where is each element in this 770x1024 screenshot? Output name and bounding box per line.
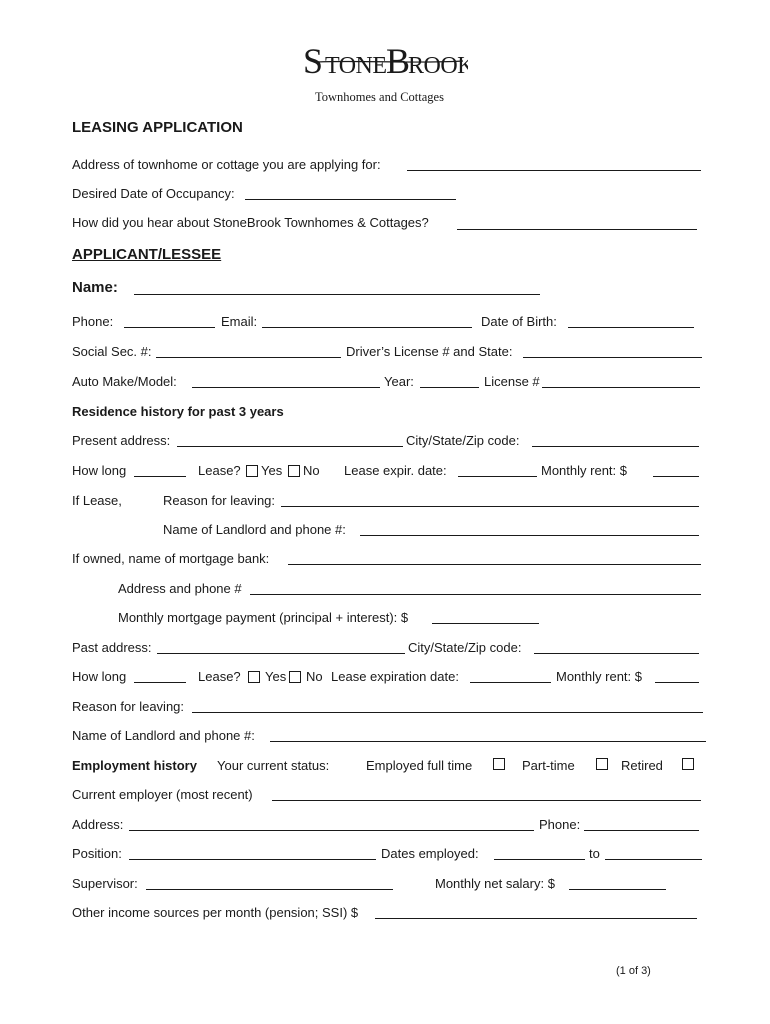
present-city-field[interactable] <box>532 446 699 447</box>
employer-address-field[interactable] <box>129 830 534 831</box>
past-how-long-label: How long <box>72 669 127 684</box>
svg-text:ROOK: ROOK <box>408 53 468 79</box>
landlord-field[interactable] <box>360 535 699 536</box>
dob-field[interactable] <box>568 327 694 328</box>
past-monthly-rent-field[interactable] <box>655 682 699 683</box>
lease-yes-checkbox[interactable] <box>246 465 258 477</box>
dates-to-field[interactable] <box>605 859 702 860</box>
monthly-salary-label: Monthly net salary: $ <box>435 876 555 891</box>
past-monthly-rent-label: Monthly rent: $ <box>556 669 642 684</box>
retired-checkbox[interactable] <box>682 758 694 770</box>
name-label: Name: <box>72 279 118 296</box>
past-lease-no-label: No <box>306 669 323 684</box>
form-title: LEASING APPLICATION <box>72 119 243 136</box>
mortgage-address-label: Address and phone # <box>118 581 242 596</box>
phone-label: Phone: <box>72 314 114 329</box>
hear-about-field[interactable] <box>457 229 697 230</box>
employed-ft-label: Employed full time <box>366 758 473 773</box>
svg-text:B: B <box>386 41 411 80</box>
monthly-rent-label: Monthly rent: $ <box>541 463 627 478</box>
past-address-label: Past address: <box>72 640 152 655</box>
how-long-label: How long <box>72 463 127 478</box>
current-status-label: Your current status: <box>217 758 330 773</box>
occupancy-field[interactable] <box>245 199 456 200</box>
lease-expir-field[interactable] <box>458 476 537 477</box>
residence-heading: Residence history for past 3 years <box>72 404 284 419</box>
hear-about-label: How did you hear about StoneBrook Townhomes & Cottages? <box>72 215 429 230</box>
mortgage-address-field[interactable] <box>250 594 701 595</box>
to-label: to <box>589 846 600 861</box>
part-time-label: Part-time <box>522 758 575 773</box>
how-long-field[interactable] <box>134 476 186 477</box>
lease-expir-label: Lease expir. date: <box>344 463 447 478</box>
past-lease-yes-checkbox[interactable] <box>248 671 260 683</box>
past-landlord-label: Name of Landlord and phone #: <box>72 728 255 743</box>
stonebrook-logo-wordmark <box>303 40 468 80</box>
past-landlord-field[interactable] <box>270 741 706 742</box>
past-lease-expiration-field[interactable] <box>470 682 551 683</box>
address-applying-label: Address of townhome or cottage you are applying for: <box>72 157 381 172</box>
auto-label: Auto Make/Model: <box>72 374 177 389</box>
svg-text:S: S <box>303 41 324 80</box>
other-income-field[interactable] <box>375 918 697 919</box>
past-lease-question-label: Lease? <box>198 669 241 684</box>
reason-leaving-field[interactable] <box>281 506 699 507</box>
supervisor-field[interactable] <box>146 889 393 890</box>
auto-field[interactable] <box>192 387 380 388</box>
mortgage-bank-label: If owned, name of mortgage bank: <box>72 551 270 566</box>
position-field[interactable] <box>129 859 376 860</box>
lease-no-checkbox[interactable] <box>288 465 300 477</box>
current-employer-field[interactable] <box>272 800 701 801</box>
year-field[interactable] <box>420 387 479 388</box>
employment-heading: Employment history <box>72 758 197 773</box>
position-label: Position: <box>72 846 122 861</box>
mortgage-payment-label: Monthly mortgage payment (principal + interest): $ <box>118 610 409 625</box>
svg-text:TONE: TONE <box>325 53 387 79</box>
past-city-field[interactable] <box>534 653 699 654</box>
part-time-checkbox[interactable] <box>596 758 608 770</box>
address-applying-field[interactable] <box>407 170 701 171</box>
present-city-label: City/State/Zip code: <box>406 433 520 448</box>
mortgage-bank-field[interactable] <box>288 564 701 565</box>
logo-subtitle: Townhomes and Cottages <box>315 90 444 104</box>
dates-employed-label: Dates employed: <box>381 846 479 861</box>
reason-leaving-label: Reason for leaving: <box>163 493 276 508</box>
lease-no-label: No <box>303 463 320 478</box>
present-address-label: Present address: <box>72 433 171 448</box>
landlord-label: Name of Landlord and phone #: <box>163 522 346 537</box>
retired-label: Retired <box>621 758 663 773</box>
past-reason-leaving-field[interactable] <box>192 712 703 713</box>
other-income-label: Other income sources per month (pension; SSI) $ <box>72 905 359 920</box>
applicant-section-heading: APPLICANT/LESSEE <box>72 246 222 263</box>
past-address-field[interactable] <box>157 653 405 654</box>
email-field[interactable] <box>262 327 472 328</box>
current-employer-label: Current employer (most recent) <box>72 787 253 802</box>
monthly-rent-field[interactable] <box>653 476 699 477</box>
name-field[interactable] <box>134 294 540 295</box>
logo <box>303 40 468 80</box>
if-lease-label: If Lease, <box>72 493 122 508</box>
year-label: Year: <box>384 374 414 389</box>
drivers-license-label: Driver’s License # and State: <box>346 344 513 359</box>
license-field[interactable] <box>542 387 700 388</box>
supervisor-label: Supervisor: <box>72 876 138 891</box>
employed-ft-checkbox[interactable] <box>493 758 505 770</box>
mortgage-payment-field[interactable] <box>432 623 539 624</box>
past-lease-no-checkbox[interactable] <box>289 671 301 683</box>
past-lease-expiration-label: Lease expiration date: <box>331 669 459 684</box>
ssn-field[interactable] <box>156 357 341 358</box>
drivers-license-field[interactable] <box>523 357 702 358</box>
present-address-field[interactable] <box>177 446 403 447</box>
dates-from-field[interactable] <box>494 859 585 860</box>
past-lease-yes-label: Yes <box>265 669 287 684</box>
email-label: Email: <box>221 314 258 329</box>
dob-label: Date of Birth: <box>481 314 557 329</box>
past-city-label: City/State/Zip code: <box>408 640 522 655</box>
employer-address-label: Address: <box>72 817 124 832</box>
employer-phone-field[interactable] <box>584 830 699 831</box>
page-number: (1 of 3) <box>616 965 651 977</box>
lease-question-label: Lease? <box>198 463 241 478</box>
occupancy-label: Desired Date of Occupancy: <box>72 186 235 201</box>
license-label: License # <box>484 374 540 389</box>
lease-yes-label: Yes <box>261 463 283 478</box>
ssn-label: Social Sec. #: <box>72 344 152 359</box>
monthly-salary-field[interactable] <box>569 889 666 890</box>
past-how-long-field[interactable] <box>134 682 186 683</box>
phone-field[interactable] <box>124 327 215 328</box>
employer-phone-label: Phone: <box>539 817 581 832</box>
past-reason-leaving-label: Reason for leaving: <box>72 699 185 714</box>
